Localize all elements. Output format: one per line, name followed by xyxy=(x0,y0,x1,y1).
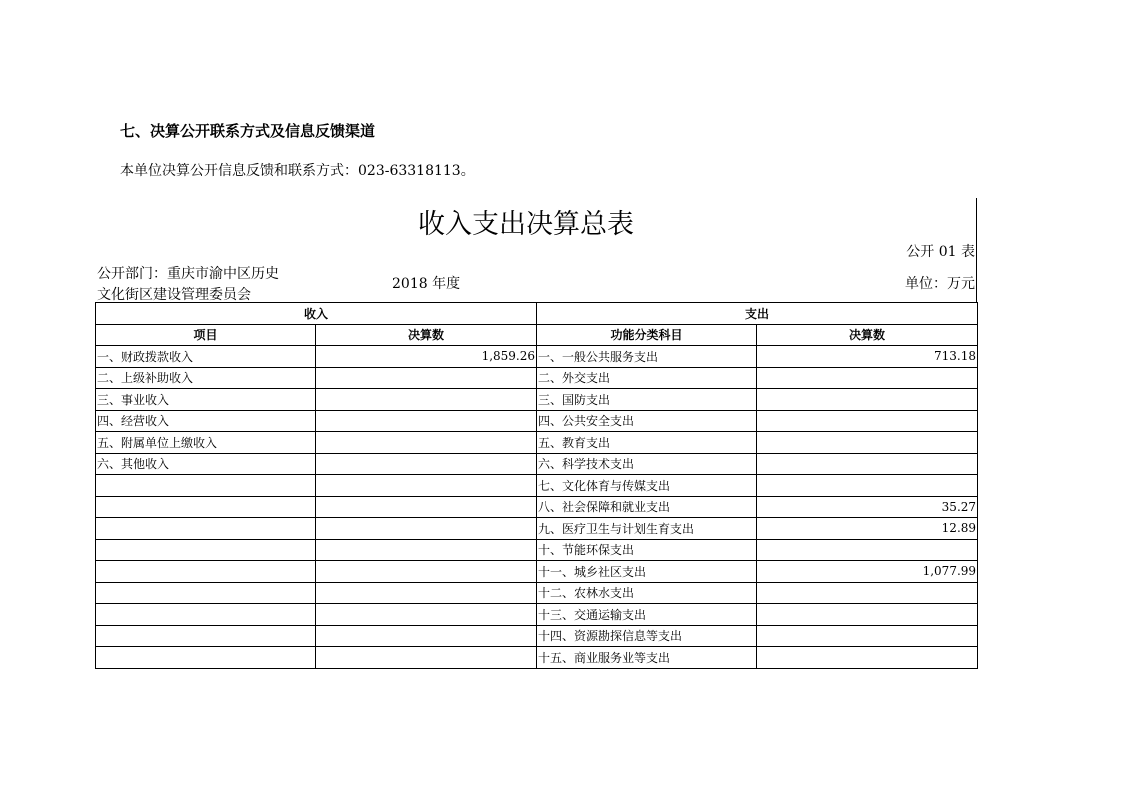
report-year: 2018 年度 xyxy=(392,276,461,292)
expense-amount-cell xyxy=(757,539,978,561)
expense-amount-cell: 35.27 xyxy=(757,496,978,518)
income-item-cell xyxy=(96,475,316,497)
expense-item-cell: 六、科学技术支出 xyxy=(537,453,757,475)
income-amount-cell xyxy=(316,410,537,432)
expense-amount-cell: 12.89 xyxy=(757,518,978,540)
table-row xyxy=(96,346,978,368)
table-row xyxy=(96,432,978,454)
table-row xyxy=(96,561,978,583)
income-amount-cell: 1,859.26 xyxy=(316,346,537,368)
income-item-cell xyxy=(96,539,316,561)
expense-item-cell: 十、节能环保支出 xyxy=(537,539,757,561)
expense-amount-cell: 1,077.99 xyxy=(757,561,978,583)
table-row xyxy=(96,453,978,475)
expense-item-cell: 十五、商业服务业等支出 xyxy=(537,647,757,669)
table-row xyxy=(96,625,978,647)
income-amount-cell xyxy=(316,582,537,604)
income-amount-cell xyxy=(316,367,537,389)
income-header: 收入 xyxy=(96,303,537,325)
table-row xyxy=(96,647,978,669)
table-row xyxy=(96,410,978,432)
income-item-cell: 五、附属单位上缴收入 xyxy=(96,432,316,454)
report-title: 收入支出决算总表 xyxy=(418,209,634,240)
income-amount-cell xyxy=(316,539,537,561)
expense-amount-cell xyxy=(757,582,978,604)
table-row xyxy=(96,496,978,518)
expense-amount-cell xyxy=(757,647,978,669)
expense-amount-cell xyxy=(757,410,978,432)
table-row xyxy=(96,367,978,389)
col-header-amount-2: 决算数 xyxy=(757,324,978,346)
expense-amount-cell xyxy=(757,604,978,626)
report-unit: 单位：万元 xyxy=(905,276,975,292)
expense-item-cell: 十四、资源勘探信息等支出 xyxy=(537,625,757,647)
income-item-cell xyxy=(96,604,316,626)
expense-item-cell: 十二、农林水支出 xyxy=(537,582,757,604)
expense-item-cell: 九、医疗卫生与计划生育支出 xyxy=(537,518,757,540)
income-item-cell xyxy=(96,582,316,604)
expense-item-cell: 二、外交支出 xyxy=(537,367,757,389)
col-header-item: 项目 xyxy=(96,324,316,346)
table-row xyxy=(96,389,978,411)
income-item-cell: 三、事业收入 xyxy=(96,389,316,411)
expense-item-cell: 十三、交通运输支出 xyxy=(537,604,757,626)
income-amount-cell xyxy=(316,475,537,497)
income-item-cell: 一、财政拨款收入 xyxy=(96,346,316,368)
table-group-header-row xyxy=(96,303,978,325)
income-expense-table xyxy=(95,302,978,669)
table-row xyxy=(96,518,978,540)
income-amount-cell xyxy=(316,647,537,669)
expense-amount-cell xyxy=(757,367,978,389)
income-amount-cell xyxy=(316,453,537,475)
expense-item-cell: 三、国防支出 xyxy=(537,389,757,411)
expense-item-cell: 七、文化体育与传媒支出 xyxy=(537,475,757,497)
col-header-function: 功能分类科目 xyxy=(537,324,757,346)
table-row xyxy=(96,475,978,497)
income-item-cell: 六、其他收入 xyxy=(96,453,316,475)
income-amount-cell xyxy=(316,561,537,583)
table-column-header-row xyxy=(96,324,978,346)
contact-line: 本单位决算公开信息反馈和联系方式：023-63318113。 xyxy=(120,163,475,179)
divider xyxy=(976,198,977,302)
form-number: 公开 01 表 xyxy=(906,244,975,260)
expense-item-cell: 四、公共安全支出 xyxy=(537,410,757,432)
expense-item-cell: 一、一般公共服务支出 xyxy=(537,346,757,368)
expense-amount-cell xyxy=(757,625,978,647)
income-item-cell xyxy=(96,647,316,669)
section-heading: 七、决算公开联系方式及信息反馈渠道 xyxy=(120,122,376,140)
income-amount-cell xyxy=(316,625,537,647)
table-row xyxy=(96,582,978,604)
expense-item-cell: 五、教育支出 xyxy=(537,432,757,454)
table-row xyxy=(96,539,978,561)
income-item-cell xyxy=(96,518,316,540)
income-item-cell xyxy=(96,625,316,647)
income-amount-cell xyxy=(316,389,537,411)
income-amount-cell xyxy=(316,496,537,518)
department-line-2: 文化街区建设管理委员会 xyxy=(97,287,251,303)
income-item-cell: 二、上级补助收入 xyxy=(96,367,316,389)
income-item-cell xyxy=(96,561,316,583)
col-header-amount: 决算数 xyxy=(316,324,537,346)
expense-amount-cell xyxy=(757,475,978,497)
income-amount-cell xyxy=(316,432,537,454)
income-amount-cell xyxy=(316,604,537,626)
department-line-1: 公开部门：重庆市渝中区历史 xyxy=(97,266,279,282)
expense-amount-cell xyxy=(757,432,978,454)
income-item-cell: 四、经营收入 xyxy=(96,410,316,432)
income-item-cell xyxy=(96,496,316,518)
expense-item-cell: 十一、城乡社区支出 xyxy=(537,561,757,583)
table-body xyxy=(96,303,978,669)
table-row xyxy=(96,604,978,626)
expense-amount-cell xyxy=(757,389,978,411)
expense-amount-cell xyxy=(757,453,978,475)
expense-item-cell: 八、社会保障和就业支出 xyxy=(537,496,757,518)
expense-amount-cell: 713.18 xyxy=(757,346,978,368)
expense-header: 支出 xyxy=(537,303,978,325)
income-amount-cell xyxy=(316,518,537,540)
